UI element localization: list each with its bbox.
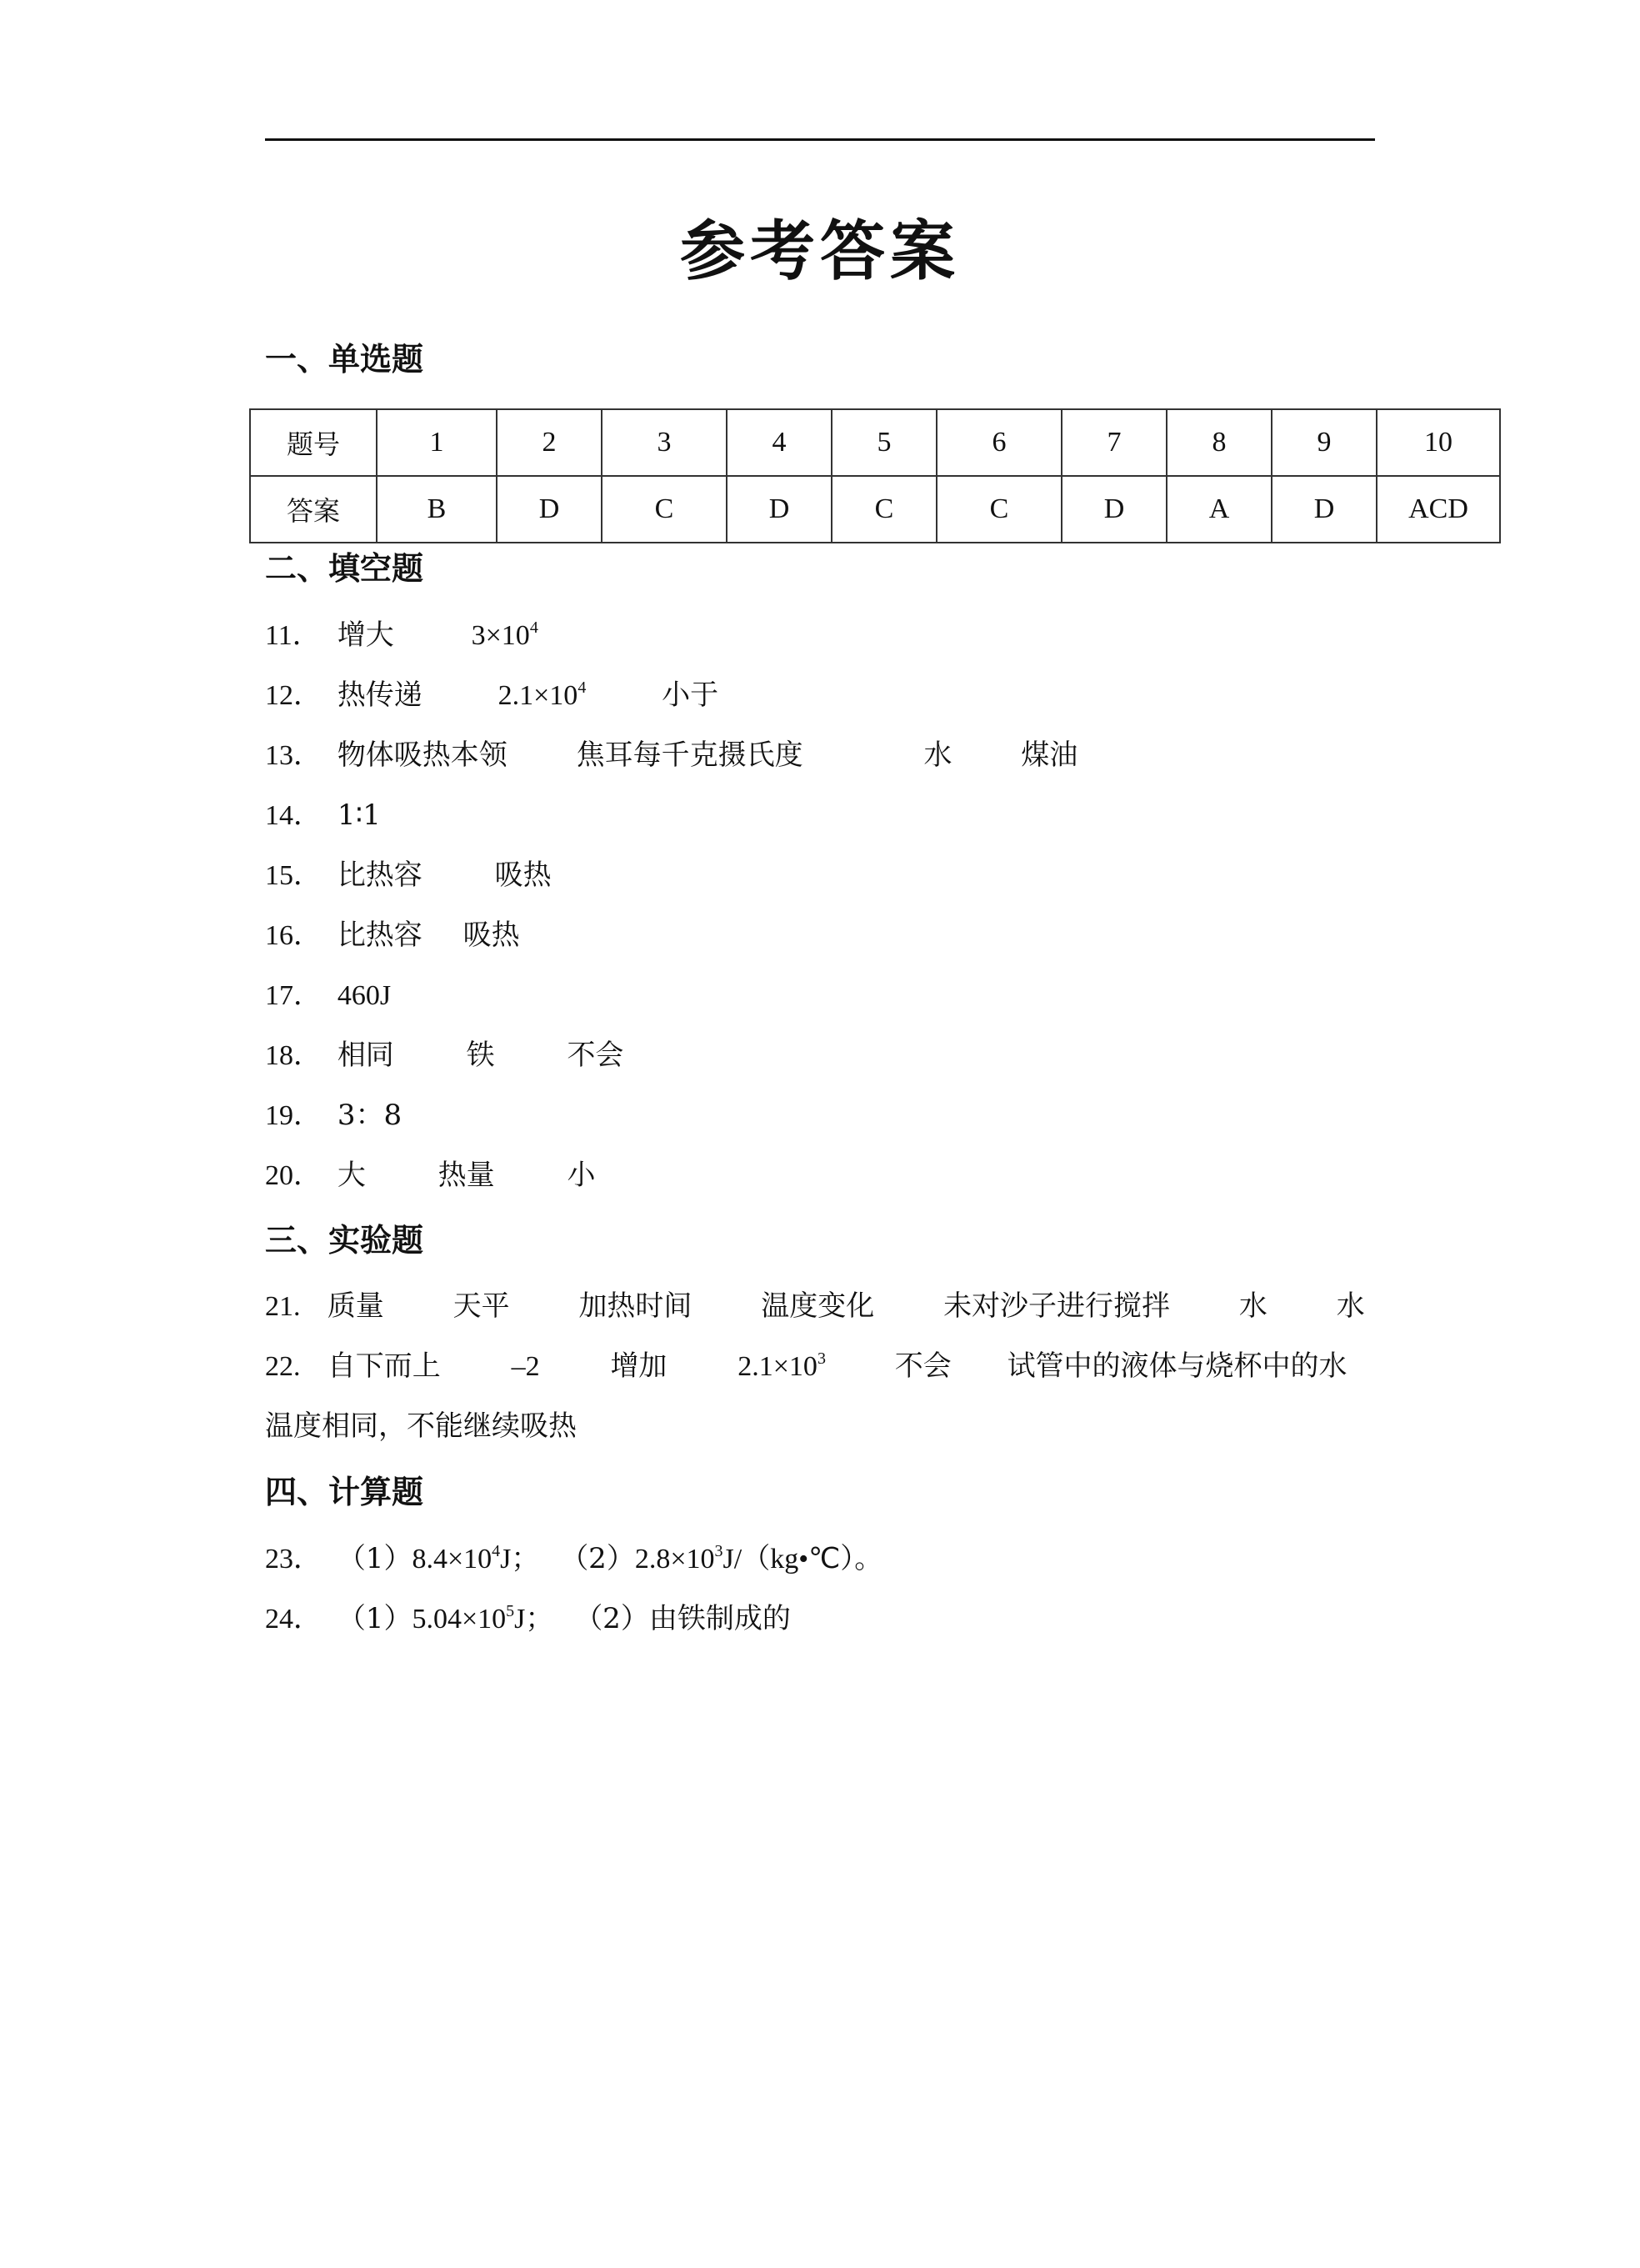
question-number: 21. — [265, 1291, 301, 1322]
answer-exponent: 3 — [714, 1542, 723, 1560]
answer-scientific — [635, 1540, 882, 1580]
answer-text: 460J — [337, 980, 392, 1011]
answer-exponent: 4 — [492, 1542, 501, 1560]
answer-scientific — [738, 1347, 826, 1387]
answer-exponent: 4 — [578, 678, 587, 697]
answer-line-21 — [265, 1286, 1365, 1327]
part-label: （1） — [337, 1602, 412, 1635]
answer-base: 8.4×10 — [412, 1544, 492, 1575]
answer-cell: D — [727, 476, 832, 543]
answer-cell: A — [1167, 476, 1272, 543]
answer-line-22 — [265, 1346, 1348, 1387]
answer-text: –2 — [511, 1351, 540, 1382]
answer-text: 水 — [1336, 1289, 1365, 1323]
answer-text: 试管中的液体与烧杯中的水 — [1007, 1349, 1348, 1383]
answer-scientific — [498, 676, 587, 716]
answer-cell: C — [602, 476, 727, 543]
answer-text: 水 — [923, 738, 952, 772]
answer-text: 增大 — [337, 618, 394, 652]
question-number: 11． — [265, 620, 321, 651]
answer-exponent: 5 — [506, 1602, 515, 1620]
answer-unit: J/（kg•℃）。 — [722, 1544, 883, 1575]
answer-text: 温度相同，不能继续吸热 — [265, 1409, 577, 1443]
question-number: 19． — [265, 1100, 322, 1131]
answer-scientific — [412, 1540, 539, 1580]
answer-text: 铁 — [466, 1039, 495, 1072]
answer-cell: D — [1272, 476, 1377, 543]
question-number: 24． — [265, 1604, 322, 1635]
question-number: 12． — [265, 680, 322, 711]
question-number: 17． — [265, 980, 322, 1011]
answer-text: 增加 — [610, 1349, 668, 1383]
answer-text: 1∶1 — [337, 799, 381, 832]
page-title: 参考答案 — [679, 214, 960, 289]
answer-text: 加热时间 — [578, 1289, 692, 1323]
answer-cell: C — [937, 476, 1062, 543]
answer-line-22-continued — [265, 1406, 577, 1446]
section-heading-single-choice: 一、单选题 — [265, 341, 424, 378]
answer-row — [250, 476, 1500, 543]
answer-text: 吸热 — [494, 859, 552, 892]
answer-text: 热量 — [438, 1159, 495, 1192]
answer-text: 焦耳每千克摄氏度 — [576, 738, 803, 772]
answer-exponent: 4 — [529, 618, 538, 637]
question-number-cell: 2 — [497, 409, 602, 476]
answer-text: 天平 — [452, 1289, 510, 1323]
header-rule — [265, 138, 1375, 141]
question-number: 16． — [265, 920, 322, 951]
answer-text: 比热容 — [337, 919, 422, 952]
answer-text: 吸热 — [462, 919, 520, 952]
question-number-header: 题号 — [250, 409, 377, 476]
section-heading-fill-blank: 二、填空题 — [265, 550, 424, 587]
answer-line-17 — [265, 975, 391, 1016]
answer-text: 未对沙子进行搅拌 — [943, 1289, 1171, 1323]
answer-text: 由铁制成的 — [648, 1602, 791, 1635]
answer-line-12 — [265, 675, 718, 716]
question-number: 18． — [265, 1040, 322, 1071]
section-heading-experiment: 三、实验题 — [265, 1222, 424, 1259]
answer-line-18 — [265, 1035, 623, 1076]
question-number-cell: 7 — [1062, 409, 1167, 476]
answer-header: 答案 — [250, 476, 377, 543]
answer-text: 温度变化 — [761, 1289, 875, 1323]
answer-base: 2.8×10 — [634, 1544, 715, 1575]
answer-unit: J； — [514, 1604, 554, 1635]
answer-text: 不会 — [567, 1039, 624, 1072]
answer-cell: D — [1062, 476, 1167, 543]
answer-cell: B — [377, 476, 497, 543]
answer-text: 相同 — [337, 1039, 394, 1072]
answer-table — [249, 408, 1501, 543]
answer-line-19 — [265, 1095, 402, 1136]
answer-text: 自下而上 — [327, 1349, 441, 1383]
question-number-cell: 6 — [937, 409, 1062, 476]
answer-line-16 — [265, 915, 520, 956]
answer-text: 小 — [567, 1159, 596, 1192]
answer-scientific — [472, 616, 538, 656]
part-label: （1） — [337, 1542, 412, 1575]
question-number-cell: 9 — [1272, 409, 1377, 476]
question-number-row — [250, 409, 1500, 476]
question-number: 20． — [265, 1160, 322, 1191]
answer-base: 2.1×10 — [498, 680, 578, 711]
answer-text: 大 — [337, 1159, 366, 1192]
part-label: （2） — [560, 1542, 635, 1575]
answer-line-15 — [265, 855, 552, 896]
answer-cell: ACD — [1377, 476, 1500, 543]
answer-line-11 — [265, 615, 538, 656]
answer-text: 质量 — [327, 1289, 384, 1323]
answer-text: 水 — [1238, 1289, 1268, 1323]
answer-text: 热传递 — [337, 678, 422, 712]
question-number-cell: 10 — [1377, 409, 1500, 476]
answer-unit: J； — [500, 1544, 540, 1575]
answer-line-24 — [265, 1599, 791, 1640]
answer-exponent: 3 — [817, 1349, 826, 1368]
part-label: （2） — [574, 1602, 649, 1635]
answer-base: 5.04×10 — [412, 1604, 507, 1635]
answer-base: 3×10 — [471, 620, 530, 651]
question-number-cell: 8 — [1167, 409, 1272, 476]
answer-line-13 — [265, 735, 1078, 776]
question-number-cell: 5 — [832, 409, 937, 476]
question-number: 22. — [265, 1351, 301, 1382]
answer-cell: C — [832, 476, 937, 543]
question-number-cell: 4 — [727, 409, 832, 476]
question-number: 15． — [265, 860, 322, 891]
question-number: 14． — [265, 800, 322, 831]
answer-cell: D — [497, 476, 602, 543]
question-number: 13． — [265, 740, 322, 771]
answer-text: 不会 — [894, 1349, 952, 1383]
answer-line-20 — [265, 1155, 595, 1196]
answer-line-14 — [265, 795, 381, 836]
answer-text: 小于 — [662, 678, 719, 712]
question-number-cell: 1 — [377, 409, 497, 476]
answer-text: 3：8 — [337, 1099, 402, 1132]
answer-text: 物体吸热本领 — [337, 738, 508, 772]
question-number-cell: 3 — [602, 409, 727, 476]
question-number: 23． — [265, 1544, 322, 1575]
answer-text: 比热容 — [337, 859, 422, 892]
answer-scientific — [412, 1600, 553, 1640]
answer-text: 煤油 — [1021, 738, 1078, 772]
answer-base: 2.1×10 — [738, 1351, 818, 1382]
section-heading-calculation: 四、计算题 — [265, 1474, 424, 1510]
answer-line-23 — [265, 1539, 882, 1580]
